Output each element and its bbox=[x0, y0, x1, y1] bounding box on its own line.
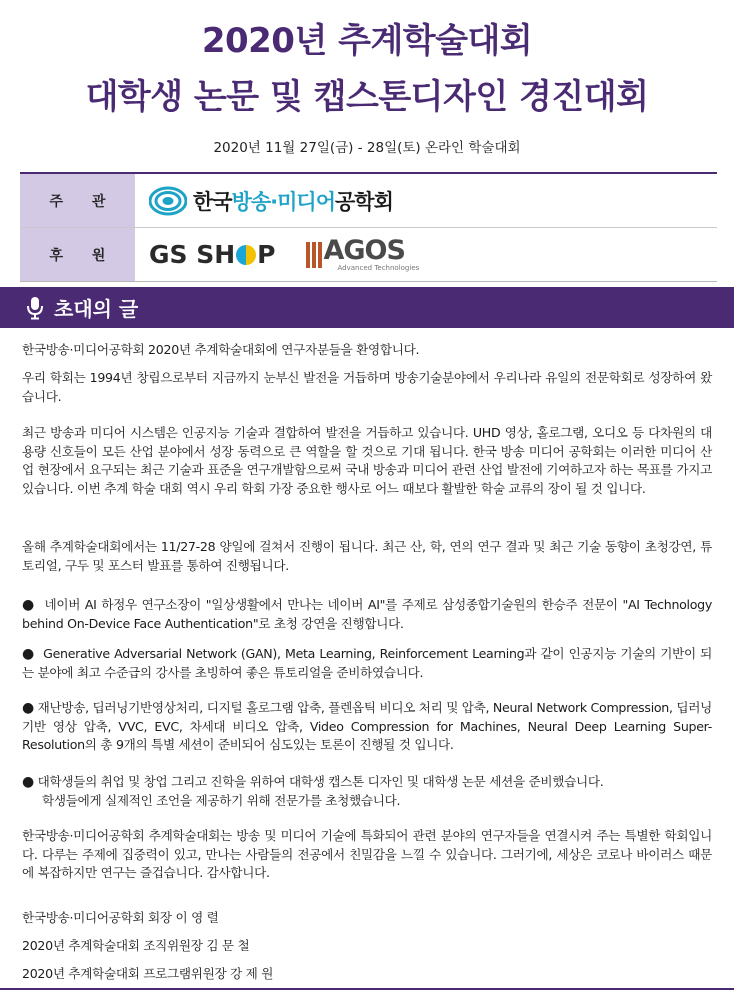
kobeta-logo bbox=[149, 186, 393, 216]
sponsor-table bbox=[20, 172, 717, 282]
gs-shop-o-icon bbox=[236, 245, 256, 265]
event-date: 2020년 11월 27일(금) - 28일(토) 온라인 학술대회 bbox=[213, 140, 521, 156]
bullet-sessions: ● 재난방송, 딥러닝기반영상처리, 디지털 홀로그램 압축, 플렌옵틱 비디오 처리 및 압축, Neural Network Compression, 딥러닝 기반 영상 압축, VVC, EVC, 차세대 비디오 압축, Video Compression for Machines, Neural Deep Learning Super-Resolution의 총 9개의 특별 세션이 준비되어 심도있는 토론이 진행될 것 입니다. bbox=[22, 700, 712, 752]
paragraph-schedule: 올해 추계학술대회에서는 11/27-28 양일에 걸쳐서 진행이 됩니다. 최근 산, 학, 연의 연구 결과 및 최근 기술 동향이 초청강연, 튜토리얼, 구두 및 포스터 발표를 통하여 진행됩니다. bbox=[22, 539, 712, 573]
bottom-divider bbox=[0, 988, 734, 990]
gs-shop-text-right: P bbox=[257, 240, 276, 269]
kobeta-text-1: 한국 bbox=[193, 189, 232, 214]
bullet-icon: ● bbox=[22, 774, 34, 790]
agos-subtitle: Advanced Technologies bbox=[337, 263, 420, 272]
title-line-2: 대학생 논문 및 캡스톤디자인 경진대회 bbox=[85, 77, 649, 117]
agos-bars-icon bbox=[306, 242, 322, 268]
gs-shop-text-left: GS SH bbox=[149, 240, 236, 269]
kobeta-text-3: 공학회 bbox=[335, 189, 393, 214]
host-row bbox=[20, 174, 717, 227]
bullet-icon: ● bbox=[22, 646, 35, 662]
kobeta-text-2: 방송·미디어 bbox=[231, 189, 335, 214]
gs-shop-logo bbox=[149, 240, 276, 269]
section-title: 초대의 글 bbox=[54, 297, 139, 321]
bullet-keynote: ● 네이버 AI 하정우 연구소장이 "일상생활에서 만나는 네이버 AI"를 주제로 삼성종합기술원의 한승주 전문이 "AI Technology behind On-Device Face Authentication"로 초청 강연을 진행합니다. bbox=[22, 597, 712, 631]
agos-logo bbox=[306, 234, 420, 272]
support-label: 후 원 bbox=[20, 228, 135, 281]
signature-organizing-chair: 2020년 추계학술대회 조직위원장 김 문 철 bbox=[22, 938, 250, 953]
microphone-icon bbox=[26, 296, 44, 320]
bullet-icon: ● bbox=[22, 700, 34, 716]
bullet-tutorial: ● Generative Adversarial Network (GAN), Meta Learning, Reinforcement Learning과 같이 인공지능 기술의 기반이 되는 분야에 최고 수준급의 강사를 초빙하여 좋은 튜토리얼을 준비하였습니다. bbox=[22, 646, 712, 680]
paragraph-closing: 한국방송·미디어공학회 추계학술대회는 방송 및 미디어 기술에 특화되어 관련 분야의 연구자들을 연결시켜 주는 특별한 학회입니다. 다루는 주제에 집중력이 있고, 만나는 사람들의 전공에서 친밀감을 느낄 수 있습니다. 그러기에, 세상은 코로나 바이러스 때문에 복잡하지만 연구는 즐겁습니다. 감사합니다. bbox=[22, 828, 712, 880]
signature-president: 한국방송·미디어공학회 회장 이 영 렬 bbox=[22, 910, 219, 925]
bullet-icon: ● bbox=[22, 597, 35, 613]
signature-program-chair: 2020년 추계학술대회 프로그램위원장 강 제 원 bbox=[22, 966, 274, 981]
support-row bbox=[20, 227, 717, 281]
paragraph-trends: 최근 방송과 미디어 시스템은 인공지능 기술과 결합하여 발전을 거듭하고 있습니다. UHD 영상, 홀로그램, 오디오 등 다차원의 대용량 신호들이 모든 산업 분야에서 성장 동력으로 큰 역할을 할 것으로 기대 됩니다. 한국 방송 미디어 공학회는 이러한 미디어 산업 현장에서 요구되는 최근 기술과 표준을 연구개발함으로써 국내 방송과 미디어 관련 산업 발전에 기여하고자 하는 목표를 가지고 있습니다. 이번 추계 학술 대회 역시 우리 학회 가장 중요한 행사로 어느 때보다 활발한 학술 교류의 장이 될 것 입니다. bbox=[22, 425, 712, 496]
title-line-1: 2020년 추계학술대회 bbox=[201, 21, 533, 61]
host-label: 주 관 bbox=[20, 174, 135, 227]
kobeta-emblem-icon bbox=[149, 186, 187, 216]
section-header bbox=[0, 287, 734, 328]
agos-text: AGOS bbox=[323, 234, 405, 266]
paragraph-welcome: 한국방송·미디어공학회 2020년 추계학술대회에 연구자분들을 환영합니다. bbox=[22, 342, 420, 357]
paragraph-history: 우리 학회는 1994년 창립으로부터 지금까지 눈부신 발전을 거듭하며 방송기술분야에서 우리나라 유일의 전문학회로 성장하여 왔습니다. bbox=[22, 370, 712, 404]
bullet-students: ● 대학생들의 취업 및 창업 그리고 진학을 위하여 대학생 캡스톤 디자인 및 대학생 논문 세션을 준비했습니다. 학생들에게 실제적인 조언을 제공하기 위해 전문가를 초청했습니다. bbox=[22, 774, 604, 808]
